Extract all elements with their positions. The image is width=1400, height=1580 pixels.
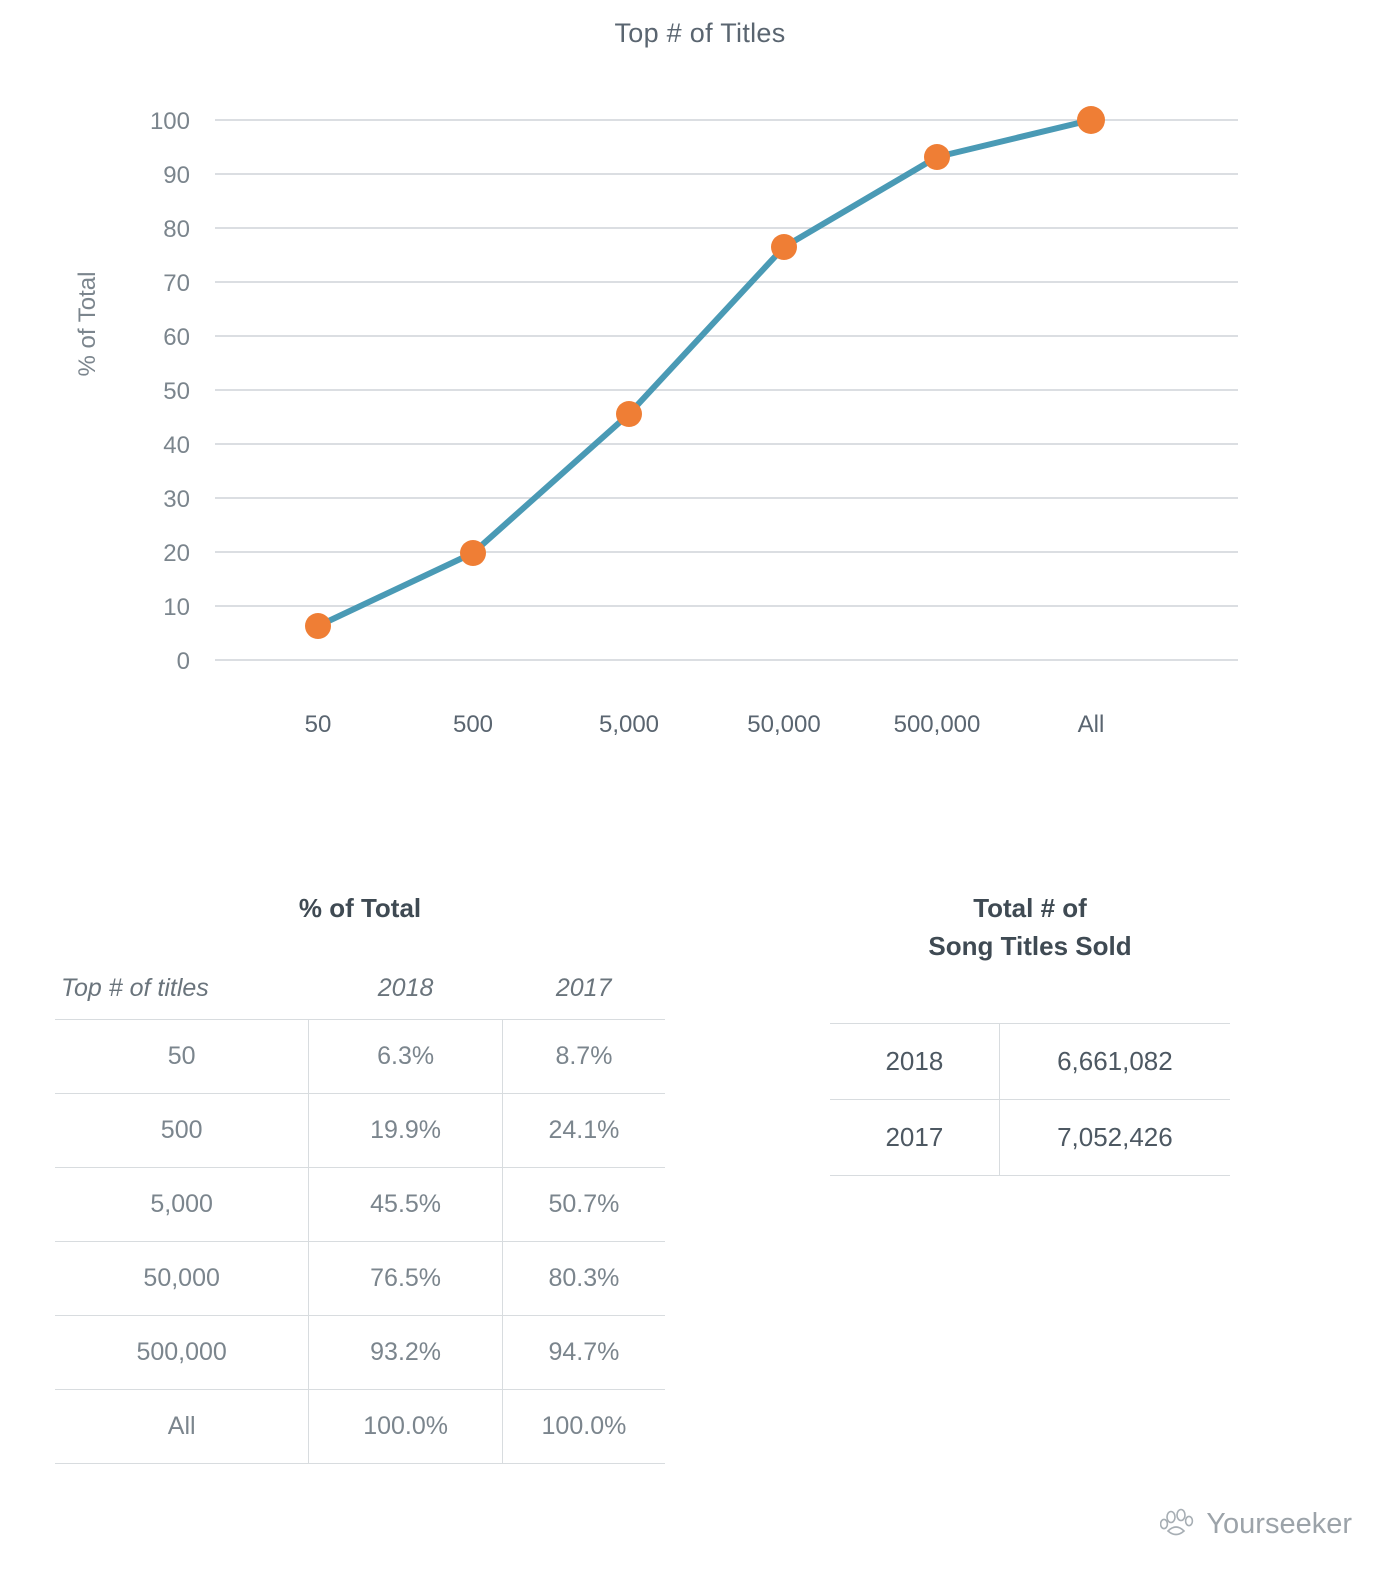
cell-2017: 80.3% — [502, 1241, 665, 1315]
table-row — [55, 1167, 665, 1241]
cell-2018: 93.2% — [309, 1315, 503, 1389]
y-tick-label: 90 — [163, 162, 190, 189]
cell-2018: 6.3% — [309, 1019, 503, 1093]
cell-2017: 94.7% — [502, 1315, 665, 1389]
column-header-2018: 2018 — [377, 973, 434, 1002]
table-row — [55, 1019, 665, 1093]
chart-plot-area — [0, 60, 1400, 760]
x-tick-label: 5,000 — [598, 711, 660, 738]
table-row — [55, 1093, 665, 1167]
x-tick-label: 500 — [452, 711, 494, 738]
cell-top-titles: 50,000 — [55, 1241, 309, 1315]
total-titles-table-block — [830, 890, 1230, 1176]
y-axis-label: % of Total — [74, 271, 101, 377]
chart-title: Top # of Titles — [614, 18, 786, 48]
y-tick-label: 10 — [163, 594, 190, 621]
percent-of-total-table — [55, 964, 665, 1464]
cell-top-titles: 500 — [55, 1093, 309, 1167]
total-table-title — [830, 890, 1230, 965]
percent-of-total-table-block — [55, 890, 665, 1464]
series-line-2018 — [318, 120, 1091, 626]
cell-year: 2017 — [830, 1100, 999, 1176]
cell-2018: 76.5% — [309, 1241, 503, 1315]
y-tick-label: 20 — [163, 540, 190, 567]
y-tick-label: 30 — [163, 486, 190, 513]
y-tick-label: 40 — [163, 432, 190, 459]
line-chart-svg — [0, 60, 1400, 760]
total-titles-sold-table — [830, 1023, 1230, 1176]
cell-year: 2018 — [830, 1024, 999, 1100]
watermark-text: Yourseeker — [1206, 1508, 1352, 1540]
table-header-row — [55, 964, 665, 1020]
column-header-2017: 2017 — [555, 973, 612, 1002]
x-tick-label: All — [1077, 711, 1105, 738]
cell-2017: 8.7% — [502, 1019, 665, 1093]
cell-top-titles: All — [55, 1389, 309, 1463]
column-header-top-titles: Top # of titles — [61, 973, 209, 1002]
x-tick-label: 50 — [304, 711, 332, 738]
percent-table-title: % of Total — [298, 893, 422, 923]
y-tick-label: 60 — [163, 324, 190, 351]
x-tick-label: 50,000 — [747, 711, 821, 738]
x-tick-label: 500,000 — [893, 711, 981, 738]
y-tick-label: 70 — [163, 270, 190, 297]
cell-top-titles: 500,000 — [55, 1315, 309, 1389]
cell-2017: 24.1% — [502, 1093, 665, 1167]
table-row — [55, 1241, 665, 1315]
y-tick-label: 80 — [163, 216, 190, 243]
watermark — [1160, 1507, 1352, 1542]
paw-icon — [1160, 1507, 1194, 1542]
total-table-title-line1: Total # of — [973, 893, 1087, 923]
cell-2018: 45.5% — [309, 1167, 503, 1241]
series-markers-2018 — [305, 106, 1105, 639]
y-tick-label: 100 — [149, 108, 190, 135]
cell-top-titles: 5,000 — [55, 1167, 309, 1241]
cell-2018: 100.0% — [309, 1389, 503, 1463]
y-tick-labels — [150, 108, 190, 675]
total-table-title-line2: Song Titles Sold — [928, 930, 1132, 961]
grid-lines — [215, 120, 1238, 660]
cell-top-titles: 50 — [55, 1019, 309, 1093]
cell-2018: 19.9% — [309, 1093, 503, 1167]
table-row — [55, 1389, 665, 1463]
cell-2017: 100.0% — [502, 1389, 665, 1463]
y-tick-label: 50 — [163, 378, 190, 405]
tables-panel — [0, 890, 1400, 1580]
y-tick-label: 0 — [176, 648, 190, 675]
cell-total: 7,052,426 — [999, 1100, 1230, 1176]
cell-total: 6,661,082 — [999, 1024, 1230, 1100]
cell-2017: 50.7% — [502, 1167, 665, 1241]
table-row — [830, 1100, 1230, 1176]
table-row — [830, 1024, 1230, 1100]
table-row — [55, 1315, 665, 1389]
x-tick-labels — [305, 711, 1105, 738]
